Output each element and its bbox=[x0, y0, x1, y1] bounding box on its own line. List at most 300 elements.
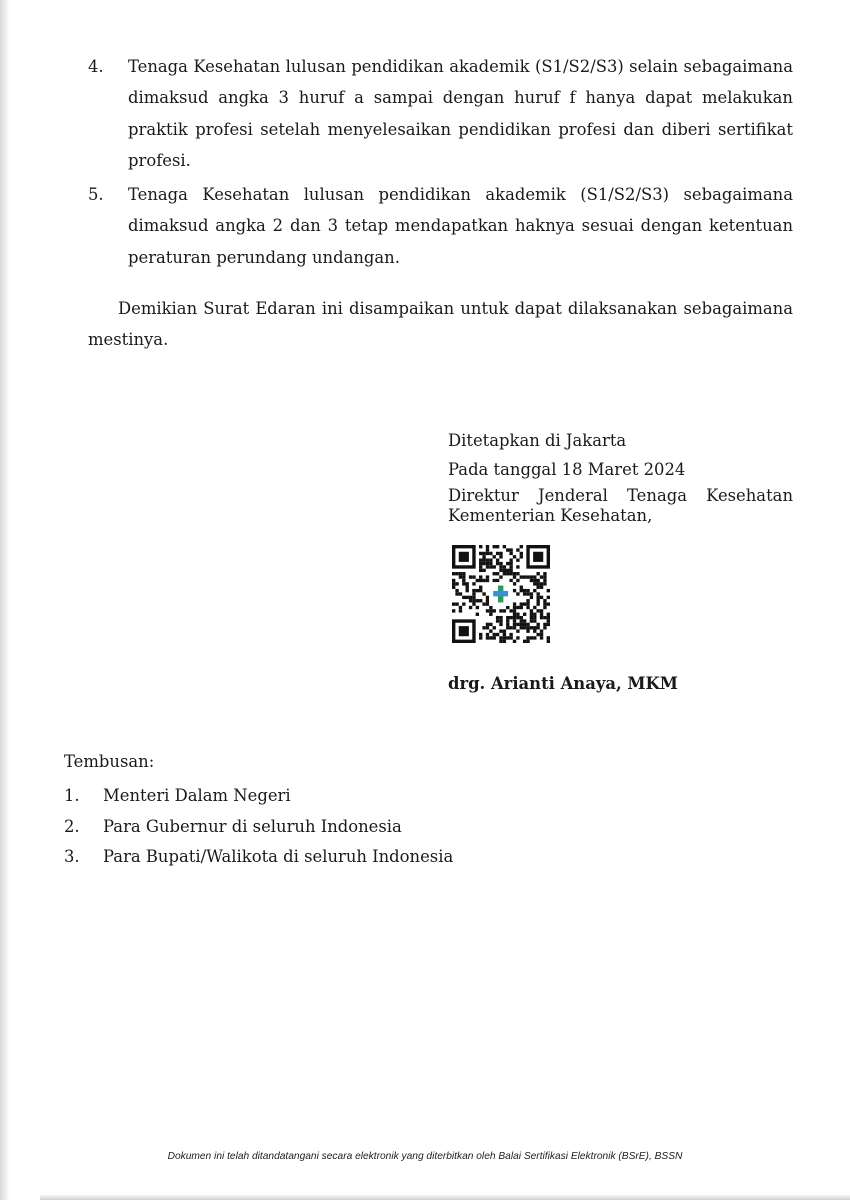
qr-module bbox=[536, 596, 539, 599]
qr-finder-inner bbox=[459, 626, 469, 636]
qr-module bbox=[486, 545, 489, 548]
signature-institution: Kementerian Kesehatan, bbox=[448, 506, 653, 525]
qr-module bbox=[499, 629, 502, 632]
qr-module bbox=[547, 619, 550, 622]
qr-module bbox=[516, 565, 519, 568]
qr-module bbox=[499, 555, 502, 558]
qr-module bbox=[506, 619, 509, 622]
qr-module bbox=[479, 636, 482, 639]
qr-module bbox=[482, 579, 485, 582]
qr-module bbox=[506, 616, 509, 619]
qr-module bbox=[516, 572, 519, 575]
qr-module bbox=[509, 562, 512, 565]
qr-module bbox=[476, 589, 479, 592]
qr-module bbox=[499, 616, 502, 619]
qr-module bbox=[533, 626, 536, 629]
qr-module bbox=[459, 572, 462, 575]
qr-module bbox=[479, 565, 482, 568]
page-edge-shadow bbox=[0, 0, 10, 1200]
qr-module bbox=[516, 606, 519, 609]
qr-module bbox=[523, 575, 526, 578]
qr-module bbox=[520, 586, 523, 589]
signature-position: Direktur Jenderal Tenaga Kesehatan bbox=[448, 486, 793, 505]
qr-module bbox=[462, 579, 465, 582]
qr-module bbox=[493, 545, 496, 548]
qr-module bbox=[536, 579, 539, 582]
qr-module bbox=[479, 599, 482, 602]
qr-module bbox=[533, 619, 536, 622]
qr-module bbox=[543, 623, 546, 626]
qr-module bbox=[496, 545, 499, 548]
qr-module bbox=[540, 596, 543, 599]
qr-module bbox=[547, 636, 550, 639]
qr-module bbox=[540, 633, 543, 636]
qr-module bbox=[506, 623, 509, 626]
qr-module bbox=[540, 616, 543, 619]
qr-module bbox=[530, 609, 533, 612]
qr-module bbox=[523, 619, 526, 622]
qr-module bbox=[533, 582, 536, 585]
qr-module bbox=[523, 589, 526, 592]
qr-module bbox=[503, 640, 506, 643]
qr-module bbox=[526, 640, 529, 643]
qr-module bbox=[547, 589, 550, 592]
signature-date: Pada tanggal 18 Maret 2024 bbox=[448, 460, 686, 479]
list-item bbox=[88, 179, 793, 273]
qr-module bbox=[503, 633, 506, 636]
closing-paragraph: Demikian Surat Edaran ini disampaikan untuk dapat dilaksanakan sebagaimana mestinya. bbox=[88, 299, 793, 350]
qr-module bbox=[455, 582, 458, 585]
qr-module bbox=[486, 552, 489, 555]
qr-module bbox=[462, 572, 465, 575]
qr-module bbox=[496, 562, 499, 565]
qr-module bbox=[482, 552, 485, 555]
list-item-number: 4. bbox=[88, 57, 104, 76]
qr-module bbox=[486, 623, 489, 626]
qr-module bbox=[489, 609, 492, 612]
qr-module bbox=[543, 572, 546, 575]
qr-module bbox=[513, 626, 516, 629]
qr-module bbox=[543, 582, 546, 585]
qr-module bbox=[520, 606, 523, 609]
qr-module bbox=[516, 616, 519, 619]
qr-module bbox=[482, 555, 485, 558]
cc-title: Tembusan: bbox=[64, 752, 155, 771]
qr-module bbox=[486, 609, 489, 612]
qr-module bbox=[493, 579, 496, 582]
qr-module bbox=[476, 606, 479, 609]
qr-module bbox=[455, 602, 458, 605]
qr-module bbox=[526, 599, 529, 602]
qr-module bbox=[509, 579, 512, 582]
qr-module bbox=[452, 579, 455, 582]
qr-module bbox=[452, 602, 455, 605]
signer-name: drg. Arianti Anaya, MKM bbox=[448, 674, 678, 693]
qr-module bbox=[543, 606, 546, 609]
qr-module bbox=[459, 606, 462, 609]
qr-module bbox=[509, 572, 512, 575]
qr-module bbox=[530, 619, 533, 622]
qr-module bbox=[482, 562, 485, 565]
qr-module bbox=[516, 579, 519, 582]
qr-module bbox=[486, 575, 489, 578]
qr-module bbox=[516, 636, 519, 639]
qr-module bbox=[493, 555, 496, 558]
qr-module bbox=[523, 592, 526, 595]
qr-module bbox=[543, 616, 546, 619]
qr-module bbox=[499, 619, 502, 622]
qr-module bbox=[509, 609, 512, 612]
qr-module bbox=[452, 609, 455, 612]
qr-module bbox=[513, 609, 516, 612]
cc-item-number: 3. bbox=[64, 847, 80, 866]
qr-module bbox=[513, 616, 516, 619]
qr-module bbox=[496, 579, 499, 582]
qr-module bbox=[479, 569, 482, 572]
qr-module bbox=[533, 636, 536, 639]
qr-module bbox=[513, 619, 516, 622]
qr-module bbox=[540, 636, 543, 639]
qr-module bbox=[499, 640, 502, 643]
qr-module bbox=[520, 575, 523, 578]
qr-module bbox=[533, 616, 536, 619]
qr-module bbox=[479, 552, 482, 555]
qr-module bbox=[540, 586, 543, 589]
qr-module bbox=[462, 575, 465, 578]
qr-module bbox=[486, 579, 489, 582]
qr-module bbox=[489, 613, 492, 616]
qr-module bbox=[455, 572, 458, 575]
numbered-list bbox=[88, 51, 793, 276]
qr-module bbox=[520, 555, 523, 558]
qr-module bbox=[499, 552, 502, 555]
qr-module bbox=[459, 609, 462, 612]
qr-module bbox=[523, 602, 526, 605]
qr-module bbox=[493, 636, 496, 639]
qr-module bbox=[530, 596, 533, 599]
qr-module bbox=[516, 623, 519, 626]
qr-module bbox=[472, 592, 475, 595]
qr-module bbox=[526, 606, 529, 609]
qr-module bbox=[476, 599, 479, 602]
qr-module bbox=[493, 626, 496, 629]
qr-module bbox=[472, 599, 475, 602]
qr-module bbox=[513, 572, 516, 575]
qr-module bbox=[536, 623, 539, 626]
qr-module bbox=[469, 599, 472, 602]
qr-module bbox=[506, 548, 509, 551]
qr-module bbox=[482, 626, 485, 629]
qr-module bbox=[452, 572, 455, 575]
qr-module bbox=[516, 592, 519, 595]
qr-module bbox=[530, 626, 533, 629]
qr-module bbox=[499, 569, 502, 572]
qr-module bbox=[462, 596, 465, 599]
qr-module bbox=[466, 586, 469, 589]
qr-module bbox=[536, 582, 539, 585]
qr-module bbox=[506, 636, 509, 639]
qr-module bbox=[533, 579, 536, 582]
qr-module bbox=[533, 575, 536, 578]
qr-finder-inner bbox=[533, 552, 543, 562]
list-item-number: 5. bbox=[88, 185, 104, 205]
qr-module bbox=[489, 629, 492, 632]
qr-module bbox=[547, 602, 550, 605]
qr-module bbox=[479, 579, 482, 582]
list-item-text: Tenaga Kesehatan lulusan pendidikan akademik (S1/S2/S3) sebagaimana dimaksud angka 2 dan 3 tetap mendapatkan haknya sesuai dengan ketentuan peraturan perundang undangan. bbox=[128, 185, 793, 267]
qr-module bbox=[536, 572, 539, 575]
qr-module bbox=[526, 589, 529, 592]
qr-module bbox=[489, 606, 492, 609]
qr-module bbox=[543, 626, 546, 629]
qr-module bbox=[496, 559, 499, 562]
qr-module bbox=[530, 592, 533, 595]
qr-module bbox=[536, 586, 539, 589]
qr-module bbox=[547, 613, 550, 616]
qr-module bbox=[496, 552, 499, 555]
qr-module bbox=[509, 616, 512, 619]
qr-module bbox=[516, 548, 519, 551]
qr-module bbox=[506, 626, 509, 629]
cc-item-number: 1. bbox=[64, 786, 80, 805]
qr-module bbox=[499, 636, 502, 639]
qr-module bbox=[509, 552, 512, 555]
qr-module bbox=[506, 569, 509, 572]
qr-module bbox=[509, 565, 512, 568]
qr-module bbox=[466, 582, 469, 585]
qr-module bbox=[520, 602, 523, 605]
qr-module bbox=[523, 613, 526, 616]
ministry-logo-cross bbox=[493, 591, 508, 596]
qr-module bbox=[482, 592, 485, 595]
qr-module bbox=[472, 589, 475, 592]
qr-module bbox=[489, 565, 492, 568]
qr-module bbox=[530, 616, 533, 619]
qr-module bbox=[459, 575, 462, 578]
qr-module bbox=[513, 602, 516, 605]
qr-module bbox=[479, 586, 482, 589]
qr-module bbox=[526, 629, 529, 632]
qr-module bbox=[540, 582, 543, 585]
qr-module bbox=[520, 616, 523, 619]
cc-list bbox=[64, 781, 564, 873]
qr-module bbox=[506, 562, 509, 565]
qr-module bbox=[462, 582, 465, 585]
qr-module bbox=[486, 626, 489, 629]
qr-module bbox=[536, 602, 539, 605]
qr-module bbox=[530, 579, 533, 582]
qr-module bbox=[513, 606, 516, 609]
signature-block bbox=[448, 426, 793, 526]
qr-module bbox=[543, 575, 546, 578]
qr-module bbox=[489, 552, 492, 555]
qr-module bbox=[540, 613, 543, 616]
qr-module bbox=[486, 599, 489, 602]
list-item-text: Tenaga Kesehatan lulusan pendidikan akademik (S1/S2/S3) selain sebagaimana dimaksud angka 3 huruf a sampai dengan huruf f hanya dapat melakukan praktik profesi setelah menyelesaikan pendidikan profesi dan diberi sertifikat profesi. bbox=[128, 57, 793, 170]
qr-module bbox=[486, 562, 489, 565]
qr-module bbox=[520, 552, 523, 555]
cc-item-text: Para Bupati/Walikota di seluruh Indonesia bbox=[103, 847, 454, 866]
qr-module bbox=[547, 616, 550, 619]
qr-module bbox=[506, 606, 509, 609]
qr-module bbox=[499, 575, 502, 578]
qr-module bbox=[472, 575, 475, 578]
qr-module bbox=[503, 569, 506, 572]
qr-module bbox=[503, 572, 506, 575]
qr-module bbox=[503, 545, 506, 548]
qr-module bbox=[516, 559, 519, 562]
qr-module bbox=[496, 633, 499, 636]
qr-module bbox=[496, 616, 499, 619]
qr-module bbox=[540, 575, 543, 578]
qr-module bbox=[469, 606, 472, 609]
electronic-signature-note: Dokumen ini telah ditandatangani secara elektronik yang diterbitkan oleh Balai Sertifikasi Elektronik (BSrE), BSSN bbox=[167, 1151, 683, 1162]
qr-module bbox=[455, 589, 458, 592]
qr-module bbox=[530, 613, 533, 616]
qr-module bbox=[520, 619, 523, 622]
qr-module bbox=[469, 575, 472, 578]
qr-finder-inner bbox=[459, 552, 469, 562]
qr-module bbox=[533, 613, 536, 616]
qr-module bbox=[462, 602, 465, 605]
qr-module bbox=[499, 609, 502, 612]
qr-module bbox=[509, 636, 512, 639]
cc-item-text: Menteri Dalam Negeri bbox=[103, 786, 291, 805]
qr-module bbox=[509, 633, 512, 636]
qr-module bbox=[533, 589, 536, 592]
qr-module bbox=[482, 569, 485, 572]
qr-module bbox=[496, 572, 499, 575]
qr-module bbox=[523, 626, 526, 629]
qr-module bbox=[466, 589, 469, 592]
qr-module bbox=[547, 623, 550, 626]
qr-module bbox=[543, 579, 546, 582]
qr-module bbox=[520, 623, 523, 626]
qr-module bbox=[526, 623, 529, 626]
qr-module bbox=[513, 555, 516, 558]
qr-module bbox=[530, 575, 533, 578]
qr-module bbox=[526, 626, 529, 629]
qr-module bbox=[482, 559, 485, 562]
qr-module bbox=[513, 589, 516, 592]
qr-module bbox=[523, 640, 526, 643]
qr-module bbox=[499, 623, 502, 626]
qr-module bbox=[503, 636, 506, 639]
qr-module bbox=[503, 565, 506, 568]
qr-module bbox=[486, 633, 489, 636]
qr-module bbox=[547, 640, 550, 643]
page-bottom-shadow bbox=[40, 1194, 850, 1200]
qr-module bbox=[496, 619, 499, 622]
qr-module bbox=[536, 599, 539, 602]
qr-module bbox=[509, 548, 512, 551]
qr-module bbox=[493, 633, 496, 636]
qr-module bbox=[489, 562, 492, 565]
qr-module bbox=[452, 582, 455, 585]
qr-module bbox=[540, 609, 543, 612]
qr-module bbox=[526, 636, 529, 639]
qr-module bbox=[513, 640, 516, 643]
qr-module bbox=[543, 599, 546, 602]
qr-module bbox=[472, 582, 475, 585]
qr-module bbox=[459, 592, 462, 595]
qr-module bbox=[455, 592, 458, 595]
qr-module bbox=[536, 626, 539, 629]
qr-module bbox=[520, 589, 523, 592]
qr-module bbox=[513, 623, 516, 626]
list-item bbox=[88, 51, 793, 176]
qr-module bbox=[482, 602, 485, 605]
qr-module bbox=[472, 602, 475, 605]
qr-module bbox=[479, 545, 482, 548]
qr-module bbox=[466, 596, 469, 599]
cc-item bbox=[64, 842, 564, 873]
qr-module bbox=[533, 606, 536, 609]
qr-module bbox=[479, 589, 482, 592]
qr-module bbox=[489, 636, 492, 639]
qr-module bbox=[486, 602, 489, 605]
qr-module bbox=[509, 626, 512, 629]
qr-module bbox=[479, 562, 482, 565]
qr-module bbox=[486, 596, 489, 599]
qr-module bbox=[493, 572, 496, 575]
qr-module bbox=[536, 633, 539, 636]
qr-module bbox=[493, 565, 496, 568]
qr-module bbox=[489, 559, 492, 562]
qr-module bbox=[503, 609, 506, 612]
qr-module bbox=[486, 559, 489, 562]
signature-place: Ditetapkan di Jakarta bbox=[448, 431, 627, 450]
qr-module bbox=[499, 565, 502, 568]
qr-module bbox=[472, 596, 475, 599]
qr-module bbox=[479, 633, 482, 636]
cc-item-number: 2. bbox=[64, 816, 80, 836]
qr-module bbox=[520, 545, 523, 548]
qr-module bbox=[533, 629, 536, 632]
qr-module bbox=[503, 629, 506, 632]
qr-module bbox=[516, 629, 519, 632]
qr-module bbox=[526, 592, 529, 595]
qr-module bbox=[486, 565, 489, 568]
qr-module bbox=[513, 582, 516, 585]
qr-module bbox=[506, 572, 509, 575]
qr-module bbox=[486, 548, 489, 551]
qr-module bbox=[476, 613, 479, 616]
qr-module bbox=[520, 626, 523, 629]
qr-module bbox=[526, 602, 529, 605]
cc-item bbox=[64, 812, 564, 843]
qr-module bbox=[469, 596, 472, 599]
qr-code-signature bbox=[452, 545, 550, 643]
qr-module bbox=[479, 575, 482, 578]
qr-module bbox=[513, 575, 516, 578]
qr-module bbox=[540, 629, 543, 632]
qr-module bbox=[452, 586, 455, 589]
qr-module bbox=[499, 562, 502, 565]
qr-module bbox=[530, 636, 533, 639]
qr-module bbox=[513, 613, 516, 616]
qr-module bbox=[547, 596, 550, 599]
cc-item-text: Para Gubernur di seluruh Indonesia bbox=[103, 816, 402, 836]
qr-module bbox=[523, 623, 526, 626]
qr-module bbox=[479, 559, 482, 562]
qr-module bbox=[486, 636, 489, 639]
qr-module bbox=[536, 592, 539, 595]
cc-item bbox=[64, 781, 564, 812]
qr-module bbox=[509, 559, 512, 562]
qr-module bbox=[489, 623, 492, 626]
qr-module bbox=[536, 609, 539, 612]
